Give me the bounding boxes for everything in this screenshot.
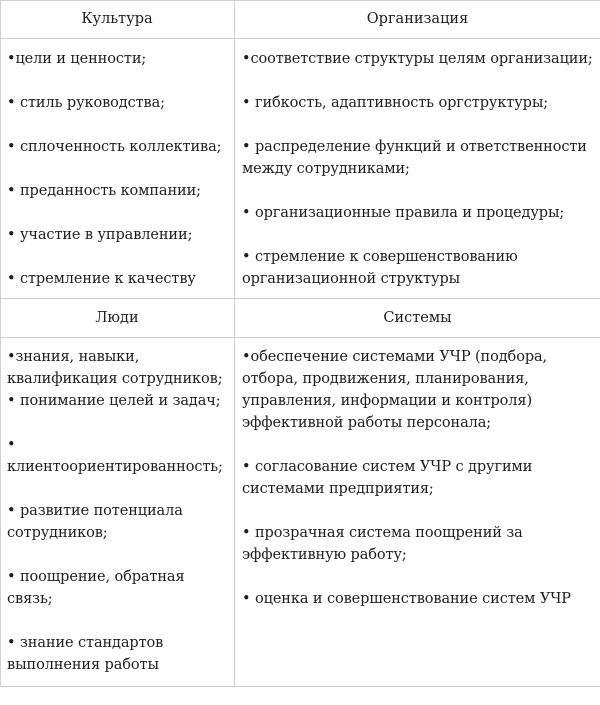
- list-item: • понимание целей и задач;: [7, 393, 221, 409]
- list-item-bullet: •: [7, 437, 16, 453]
- list-item: • организационные правила и процедуры;: [242, 205, 565, 221]
- header-culture: Культура: [81, 11, 153, 27]
- list-item: • стремление к совершенствованию организационной структуры: [242, 249, 518, 287]
- list-item: • согласование систем УЧР с другими системами предприятия;: [242, 459, 533, 497]
- list-item: •соответствие структуры целям организации;: [242, 51, 593, 67]
- list-item: • прозрачная система поощрений за эффективную работу;: [242, 525, 523, 563]
- header-systems: Системы: [383, 310, 452, 326]
- list-item: • стремление к качеству: [7, 271, 196, 287]
- list-item: • знание стандартов выполнения работы: [7, 635, 164, 673]
- list-item: • сплоченность коллектива;: [7, 139, 222, 155]
- list-item: •знания, навыки, квалификация сотрудников;: [7, 349, 223, 387]
- list-item: • развитие потенциала сотрудников;: [7, 503, 183, 541]
- list-item: [7, 456, 232, 478]
- row-divider-header-2: [0, 337, 600, 338]
- column-divider: [234, 0, 235, 686]
- list-item: • преданность компании;: [7, 183, 201, 199]
- list-item: • участие в управлении;: [7, 227, 193, 243]
- list-item-text: клиентоориентированность;: [7, 459, 223, 475]
- list-item: • оценка и совершенствование систем УЧР: [242, 591, 571, 607]
- list-item: •обеспечение системами УЧР (подбора, отбора, продвижения, планирования, управления, информации и контроля) эффективной работы персонала;: [242, 349, 548, 431]
- list-item: • поощрение, обратная связь;: [7, 569, 185, 607]
- header-people: Люди: [95, 310, 139, 326]
- list-item: • распределение функций и ответственности между сотрудниками;: [242, 139, 587, 177]
- row-divider-top: [0, 0, 600, 1]
- list-item: • стиль руководства;: [7, 95, 165, 111]
- row-divider-header-1: [0, 38, 600, 39]
- list-item: • гибкость, адаптивность оргструктуры;: [242, 95, 549, 111]
- list-item: •цели и ценности;: [7, 51, 147, 67]
- row-divider-middle: [0, 298, 600, 299]
- header-organization: Организация: [366, 11, 469, 27]
